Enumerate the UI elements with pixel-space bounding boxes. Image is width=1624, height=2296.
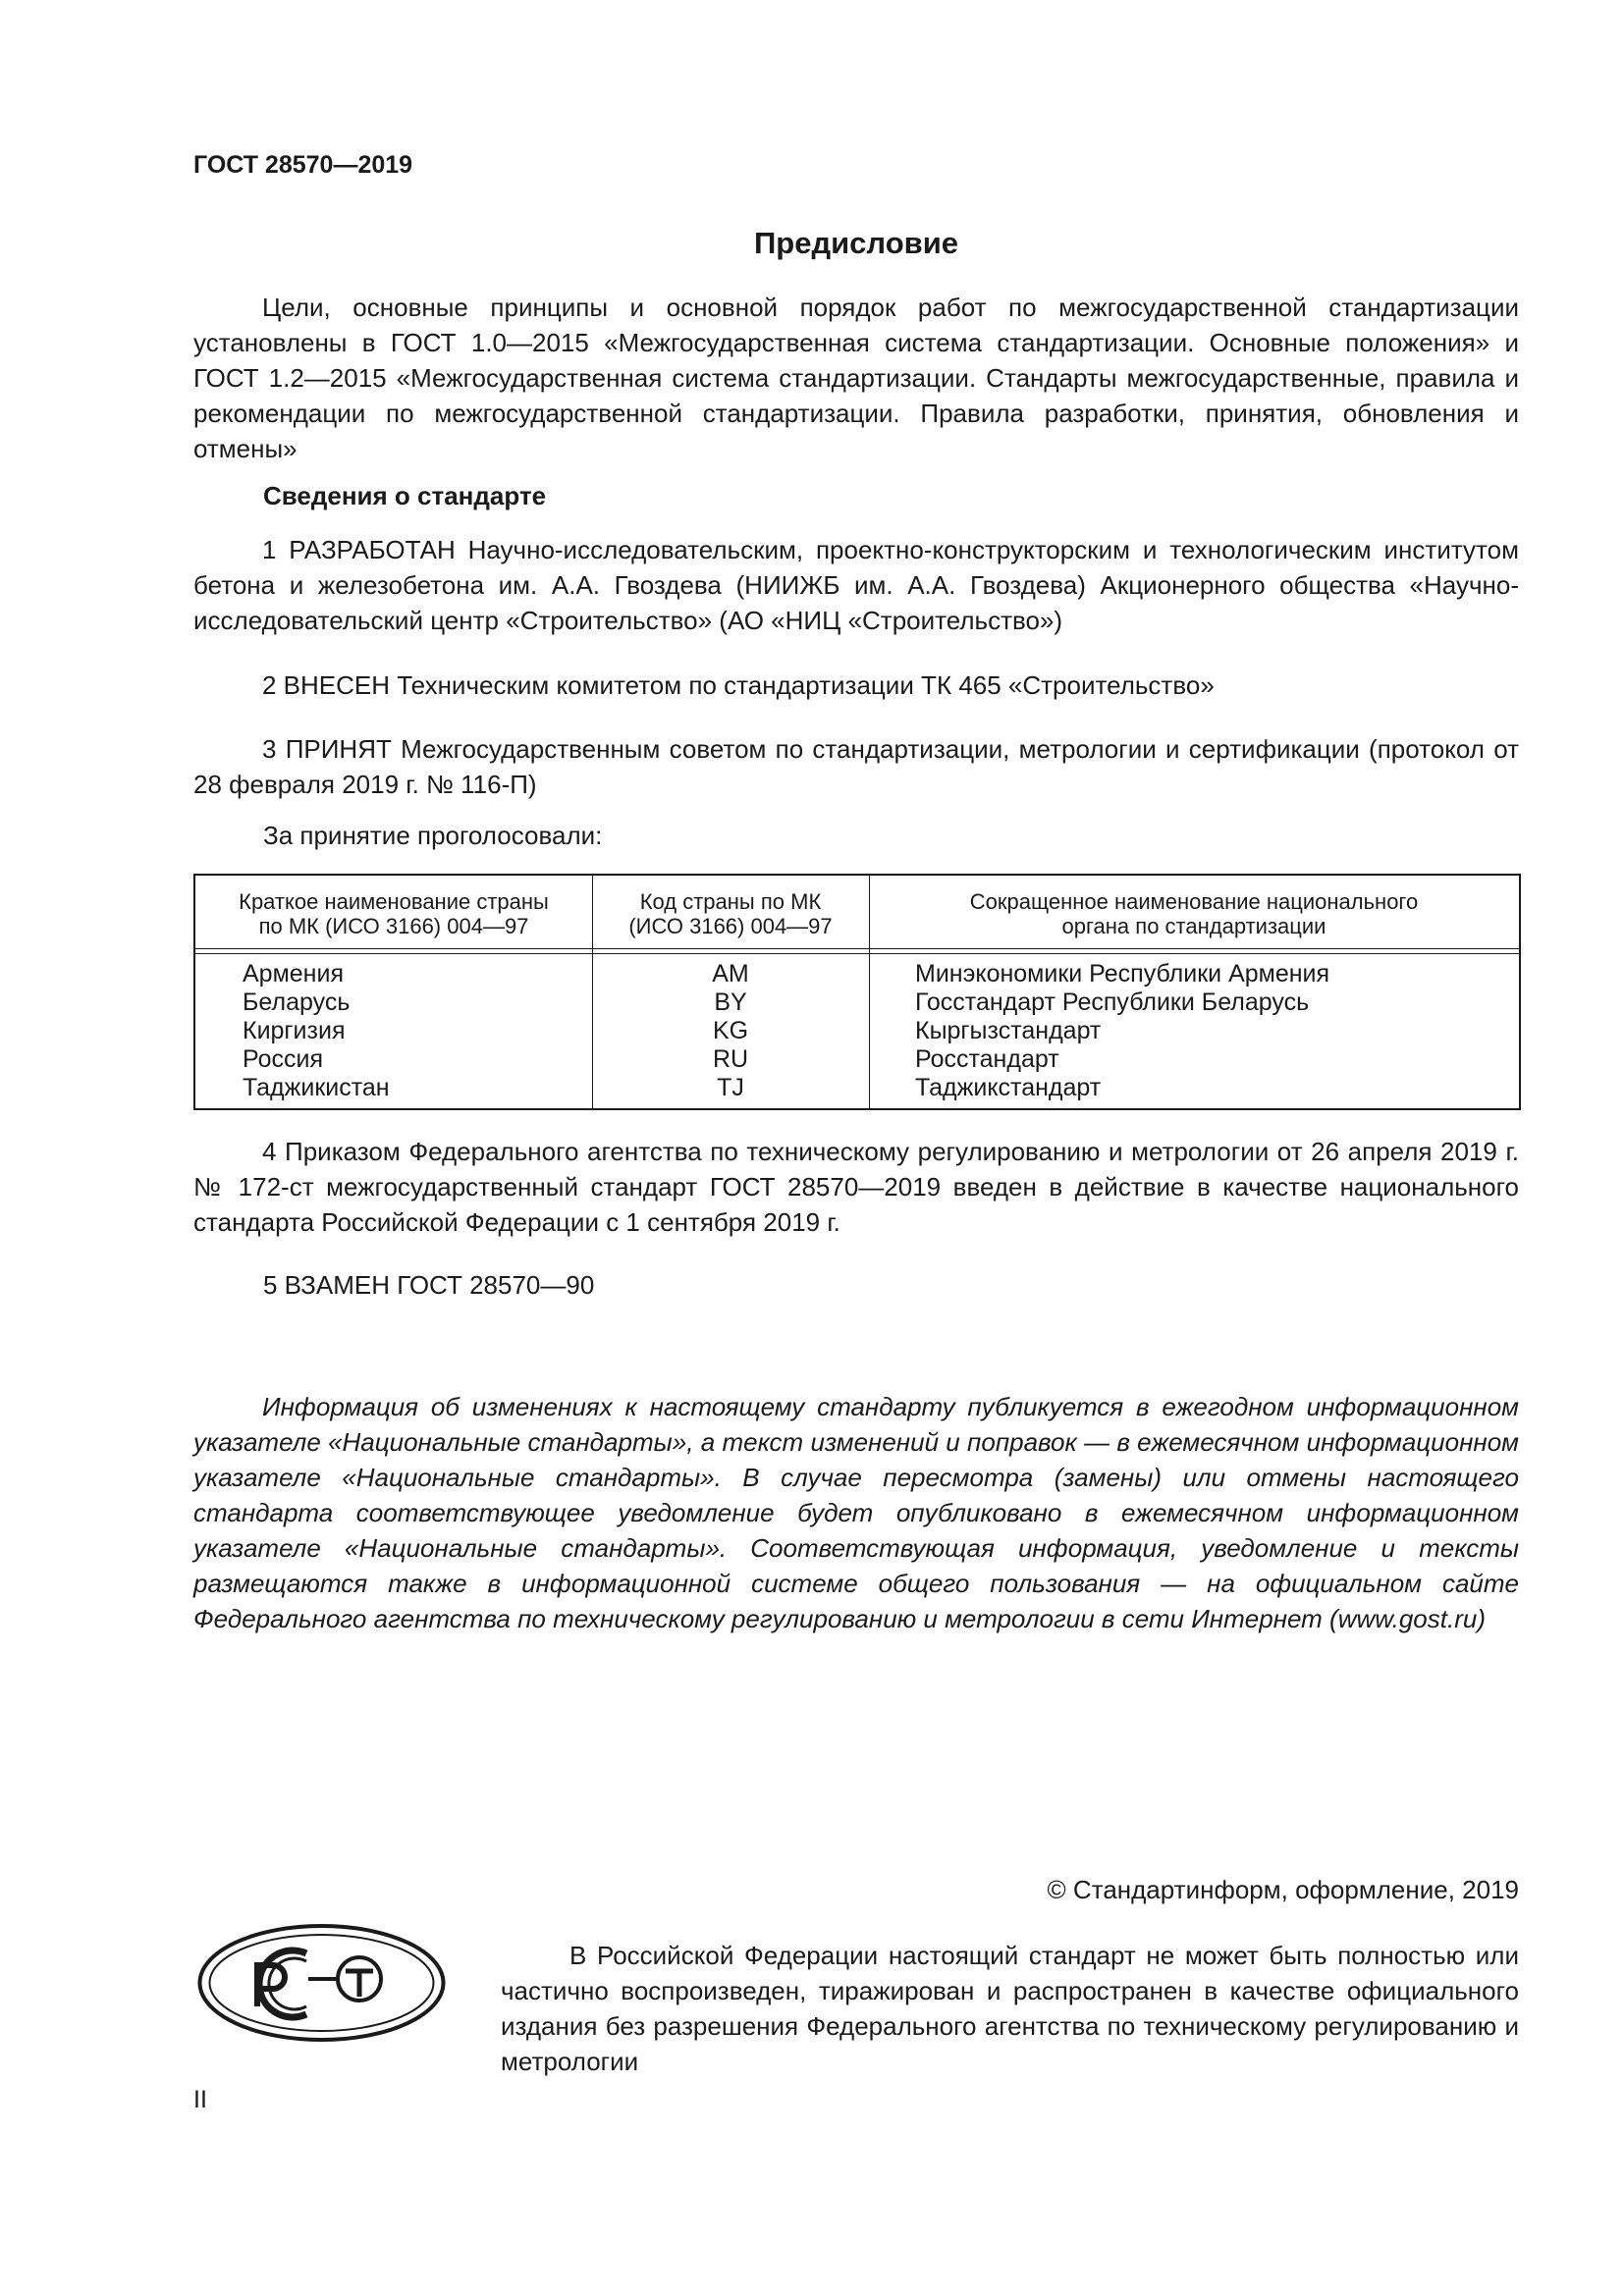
page-number: II: [193, 2086, 207, 2113]
table-cell-code: RU: [712, 1045, 749, 1073]
table-header-code: Код страны по МК (ИСО 3166) 004—97: [628, 888, 833, 938]
intro-paragraph: Цели, основные принципы и основной порядок работ по межгосударственной стандартизации установлены в ГОСТ 1.0—2015 «Межгосударственная система стандартизации. Основные положения» и ГОСТ 1.2—2015 «Межгосударственная система стандартизации. Стандарты межгосударственные, правила и рекомендации по межгосударственной стандартизации. Правила разработки, принятия, обновления и отмены»: [193, 293, 1519, 463]
rst-certification-mark-icon: [196, 1922, 447, 2044]
item-1-developed-by: 1 РАЗРАБОТАН Научно-исследовательским, проектно-конструкторским и технологическим институтом бетона и железобетона им. А.А. Гвоздева (НИИЖБ им. А.А. Гвоздева) Акционерного общества «Научно-исследовательский центр «Строительство» (АО «НИЦ «Строительство»): [193, 535, 1519, 635]
item-4-enacted-by-order: 4 Приказом Федерального агентства по техническому регулированию и метрологии от 26 апреля 2019 г. № 172-ст межгосударственный стандарт ГОСТ 28570—2019 введен в действие в качестве национального стандарта Российской Федерации с 1 сентября 2019 г.: [193, 1137, 1519, 1237]
table-cell-standards-body: Минэкономики Республики Армения: [915, 960, 1330, 988]
reproduction-restriction: В Российской Федерации настоящий стандарт не может быть полностью или частично воспроизведен, тиражирован и распространен в качестве официального издания без разрешения Федерального агентства по техническому регулированию и метрологии: [501, 1941, 1519, 2076]
table-column-countries: [243, 960, 390, 1102]
table-cell-code: TJ: [717, 1074, 744, 1101]
table-cell-country: Киргизия: [243, 1017, 346, 1044]
table-cell-country: Россия: [243, 1045, 323, 1073]
table-cell-code: KG: [712, 1017, 749, 1044]
table-cell-standards-body: Росстандарт: [915, 1045, 1059, 1073]
table-column-codes: [592, 960, 869, 1102]
table-header-divider: [195, 948, 1519, 949]
table-cell-country: Беларусь: [243, 988, 351, 1016]
item-3-adopted-by: 3 ПРИНЯТ Межгосударственным советом по стандартизации, метрологии и сертификации (протокол от 28 февраля 2019 г. № 116-П): [193, 734, 1519, 799]
voted-label: За принятие проголосовали:: [263, 821, 603, 850]
document-header-code: ГОСТ 28570—2019: [193, 151, 413, 179]
table-cell-standards-body: Кыргызстандарт: [915, 1017, 1102, 1044]
table-cell-standards-body: Таджикстандарт: [915, 1074, 1102, 1101]
table-header-divider-double: [195, 953, 1519, 954]
table-cell-country: Армения: [243, 960, 344, 988]
table-header-country: Краткое наименование страны по МК (ИСО 3166) 004—97: [239, 888, 549, 938]
copyright-notice: © Стандартинформ, оформление, 2019: [1047, 1875, 1519, 1904]
table-column-standards-bodies: [915, 960, 1329, 1102]
page-title: Предисловие: [753, 226, 958, 260]
table-cell-code: BY: [714, 988, 747, 1016]
changes-notice: Информация об изменениях к настоящему стандарту публикуется в ежегодном информационном указателе «Национальные стандарты», а текст изменений и поправок — в ежемесячном информационном указателе «Национальные стандарты». В случае пересмотра (замены) или отмены настоящего стандарта соответствующее уведомление будет опубликовано в ежемесячном информационном указателе «Национальные стандарты». Соответствующая информация, уведомление и тексты размещаются также в информационной системе общего пользования — на официальном сайте Федерального агентства по техническому регулированию и метрологии в сети Интернет (www.gost.ru): [193, 1392, 1519, 1633]
table-header-standards-body: Сокращенное наименование национального органа по стандартизации: [969, 888, 1419, 938]
table-cell-standards-body: Госстандарт Республики Беларусь: [915, 988, 1310, 1016]
table-cell-code: AM: [712, 960, 749, 988]
standard-info-heading: Сведения о стандарте: [263, 481, 547, 510]
table-column-divider: [869, 876, 870, 1108]
voting-countries-table: [193, 874, 1521, 1110]
item-5-replaces: 5 ВЗАМЕН ГОСТ 28570—90: [263, 1270, 595, 1300]
item-2-introduced-by: 2 ВНЕСЕН Техническим комитетом по стандартизации ТК 465 «Строительство»: [262, 670, 1215, 700]
table-cell-country: Таджикистан: [243, 1074, 390, 1101]
